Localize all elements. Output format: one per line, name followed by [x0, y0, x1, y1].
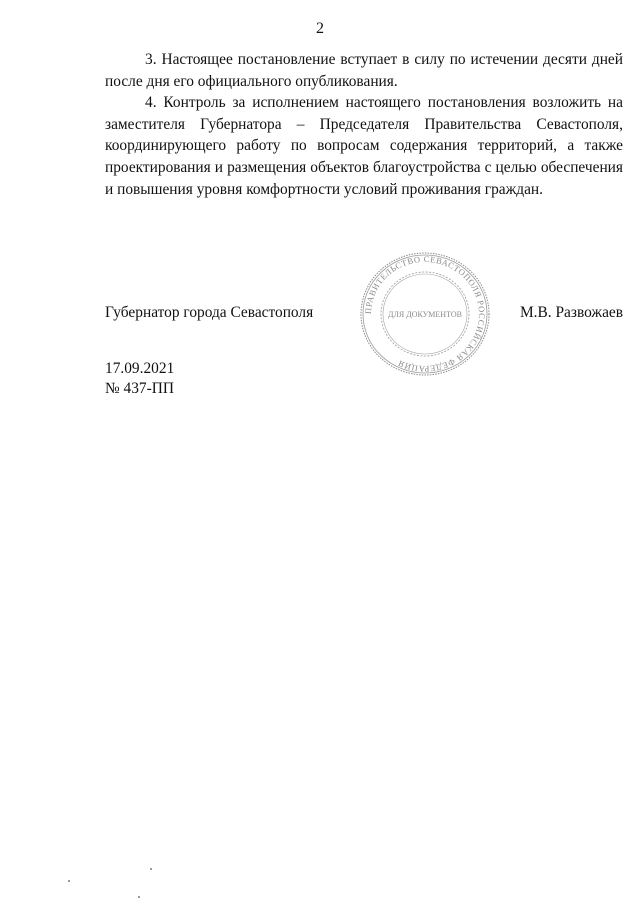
official-seal-stamp: [358, 250, 492, 378]
signatory-title: Губернатор города Севастополя: [105, 304, 314, 321]
document-number: № 437-ПП: [105, 380, 174, 397]
document-body: [105, 49, 623, 200]
scan-speck: [138, 896, 140, 898]
signatory-name: М.В. Развожаев: [520, 304, 623, 321]
seal-outer-text: ПРАВИТЕЛЬСТВО СЕВАСТОПОЛЯ РОССИЙСКАЯ ФЕДЕРАЦИЯ: [362, 253, 488, 375]
scan-speck: [68, 880, 70, 882]
document-meta: [105, 359, 174, 399]
paragraph-4: 4. Контроль за исполнением настоящего постановления возложить на заместителя Губернатора – Председателя Правительства Севастополя, координирующего работу по вопросам содержания территорий, а также проектирования и размещения объектов благоустройства с целью обеспечения и повышения уровня комфортности условий проживания граждан.: [105, 94, 623, 198]
page-number: 2: [316, 20, 324, 37]
paragraph-3: 3. Настоящее постановление вступает в силу по истечении десяти дней после дня его официального опубликования.: [105, 51, 623, 90]
seal-center-text: ДЛЯ ДОКУМЕНТОВ: [388, 310, 462, 319]
scan-speck: [150, 868, 152, 870]
document-date: 17.09.2021: [105, 360, 175, 377]
